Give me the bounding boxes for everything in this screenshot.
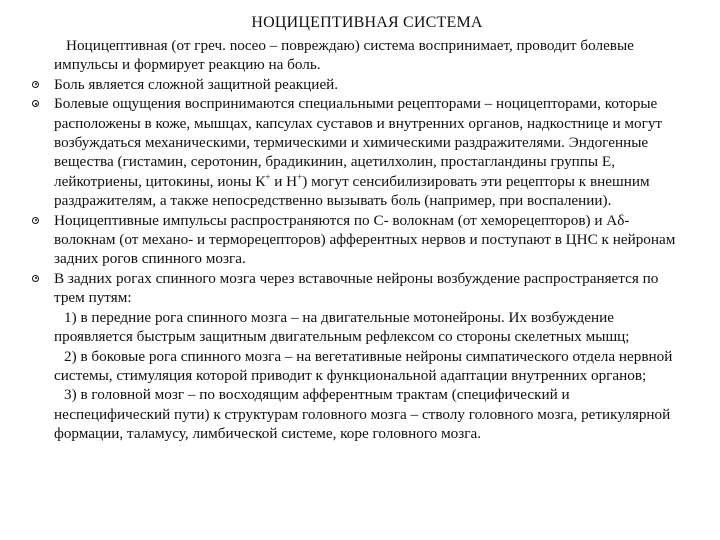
bullet-text-part-a: Болевые ощущения воспринимаются специальными рецепторами – ноцицепторами, которые расположены в коже, мышцах, капсулах суставов и внутренних органов, надкостнице и могут возбуждаться механическими, термическими и химическими раздражителями. Эндогенные вещества (гистамин, серотонин, брадикинин, ацетилхолин, простагландины группы Е, лейкотриены, цитокины, ионы К <box>54 95 663 190</box>
bullet-item <box>32 75 686 94</box>
bullet-item <box>32 269 686 308</box>
bullet-item <box>32 94 686 210</box>
bullet-text: Боль является сложной защитной реакцией. <box>54 75 339 93</box>
bullet-icon <box>32 81 39 88</box>
bullet-text-part-b: и Н <box>270 172 298 190</box>
superscript-plus: + <box>265 171 271 182</box>
path-item-3: 3) в головной мозг – по восходящим афферентным трактам (специфический и неспецифический пути) к структурам головного мозга – стволу головного мозга, ретикулярной формации, таламусу, лимбической системе, коре головного мозга. <box>54 386 671 443</box>
path-item-1: 1) в передние рога спинного мозга – на двигательные мотонейроны. Их возбуждение проявляется быстрым защитным двигательным рефлексом со стороны скелетных мышц; <box>54 308 630 346</box>
bullet-text: Ноцицептивные импульсы распространяются по С- волокнам (от хеморецепторов) и Аδ-волокнам (от механо- и терморецепторов) афферентных нервов и поступают в ЦНС к нейронам задних рогов спинного мозга. <box>54 211 676 268</box>
bullet-icon <box>32 275 39 282</box>
bullet-text: В задних рогах спинного мозга через вставочные нейроны возбуждение распространяется по трем путям: <box>54 269 659 307</box>
page-title: НОЦИЦЕПТИВНАЯ СИСТЕМА <box>251 14 483 31</box>
bullet-icon <box>32 100 39 107</box>
superscript-plus: + <box>297 171 303 182</box>
intro-paragraph: Ноцицептивная (от греч. noceo – повреждаю) система воспринимает, проводит болевые импульсы и формирует реакцию на боль. <box>54 37 634 74</box>
bullet-item <box>32 211 686 269</box>
document-body <box>32 36 686 444</box>
bullet-icon <box>32 217 39 224</box>
bullet-text-part-c: ) могут сенсибилизировать эти рецепторы к внешним раздражителям, а также непосредственно вызывать боль (например, при воспалении). <box>54 172 650 210</box>
bullet-list <box>32 75 686 308</box>
path-item-2: 2) в боковые рога спинного мозга – на вегетативные нейроны симпатического отдела нервной системы, стимуляция которой приводит к функциональной адаптации внутренних органов; <box>54 347 673 384</box>
